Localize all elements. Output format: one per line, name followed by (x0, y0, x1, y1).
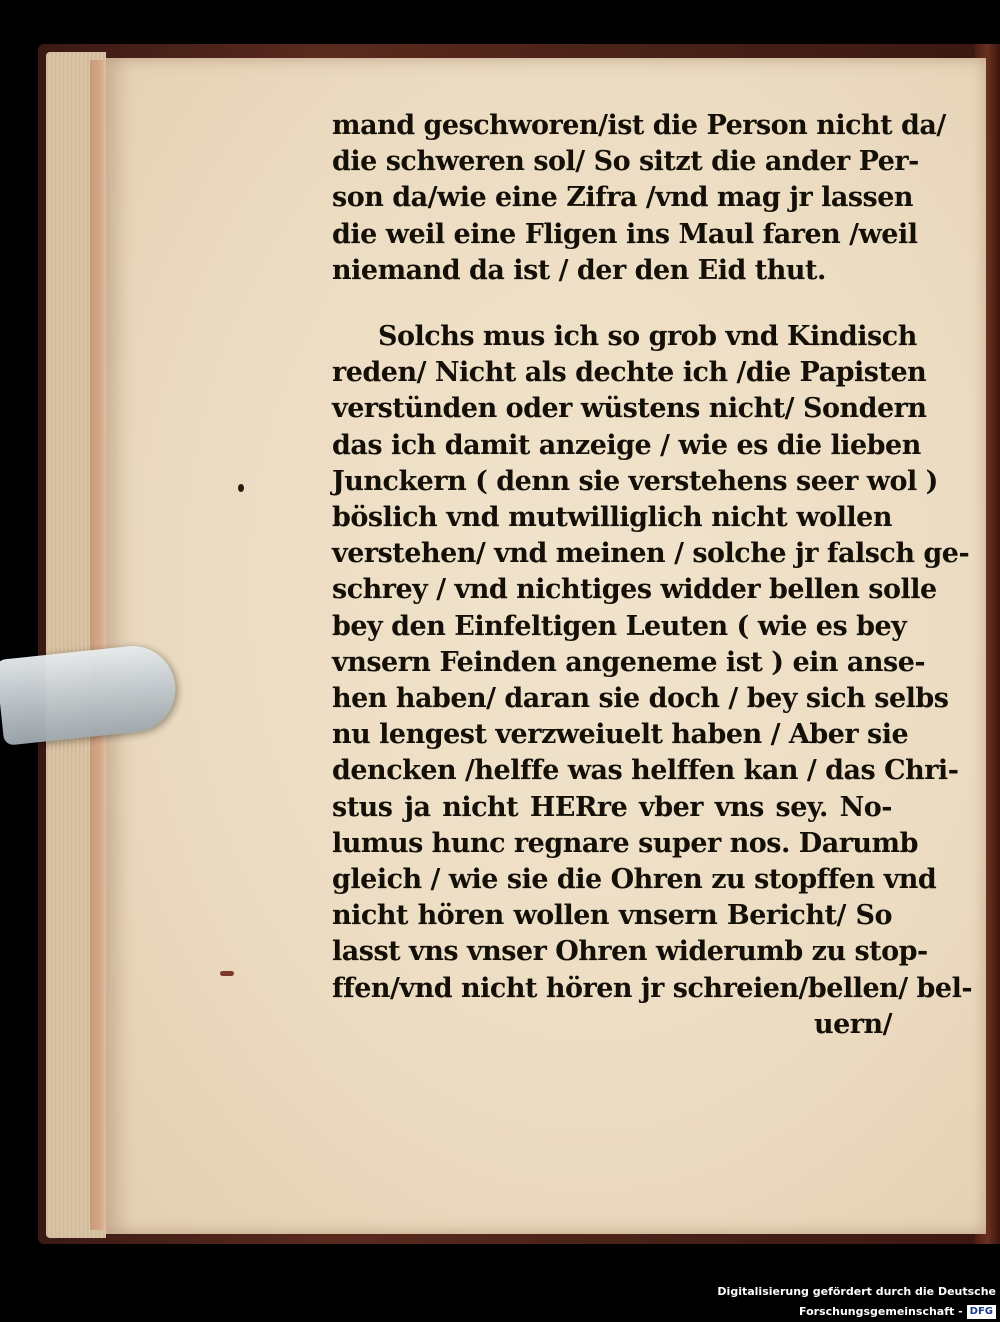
text-line: böslich vnd mutwilliglich nicht wollen (332, 502, 892, 534)
text-line: dencken /helffe was helffen kan / das Chri- (332, 755, 959, 787)
text-line: nu lengest verzweiuelt haben / Aber sie (332, 719, 909, 751)
book-page (106, 58, 986, 1234)
text-line: die schweren sol/ So sitzt die ander Per- (332, 146, 919, 178)
ink-spot (238, 484, 244, 492)
footer-credit (560, 1282, 1000, 1318)
text-line: vnsern Feinden angeneme ist ) ein anse- (332, 646, 926, 678)
footer-text: Digitalisierung gefördert durch die Deutsche Forschungsgemeinschaft - (717, 1285, 996, 1318)
text-line: hen haben/ daran sie doch / bey sich selbs (332, 683, 949, 715)
text-line: verstehen/ vnd meinen / solche jr falsch ge- (332, 538, 970, 570)
text-line: mand geschworen/ist die Person nicht da/ (332, 110, 946, 141)
text-line: Solchs mus ich so grob vnd Kindisch (378, 321, 917, 353)
text-line: ffen/vnd nicht hören jr schreien/bellen/ bel- (332, 972, 973, 1004)
text-block (332, 108, 973, 1043)
text-line: das ich damit anzeige / wie es die lieben (332, 429, 921, 461)
text-line: gleich / wie sie die Ohren zu stopffen vnd (332, 864, 937, 896)
paragraph-gap (332, 289, 892, 319)
text-line: die weil eine Fligen ins Maul faren /weil (332, 218, 918, 250)
text-line: Junckern ( denn sie verstehens seer wol ) (332, 465, 938, 497)
text-line: lasst vns vnser Ohren widerumb zu stop- (332, 936, 928, 968)
catchword: uern/ (813, 1008, 892, 1040)
text-line: schrey / vnd nichtiges widder bellen solle (332, 574, 937, 606)
text-line: son da/wie eine Zifra /vnd mag jr lassen (332, 182, 914, 214)
text-line: lumus hunc regnare super nos. Darumb (332, 827, 918, 859)
text-line: reden/ Nicht als dechte ich /die Papisten (332, 357, 927, 389)
dfg-logo: DFG (967, 1305, 996, 1319)
text-line: stus ja nicht HERre vber vns sey. No- (332, 791, 892, 823)
ink-mark (220, 971, 234, 976)
text-line: nicht hören wollen vnsern Bericht/ So (332, 900, 892, 932)
text-line: niemand da ist / der den Eid thut. (332, 254, 826, 286)
text-line: bey den Einfeltigen Leuten ( wie es bey (332, 610, 907, 642)
text-line: verstünden oder wüstens nicht/ Sondern (332, 393, 927, 425)
